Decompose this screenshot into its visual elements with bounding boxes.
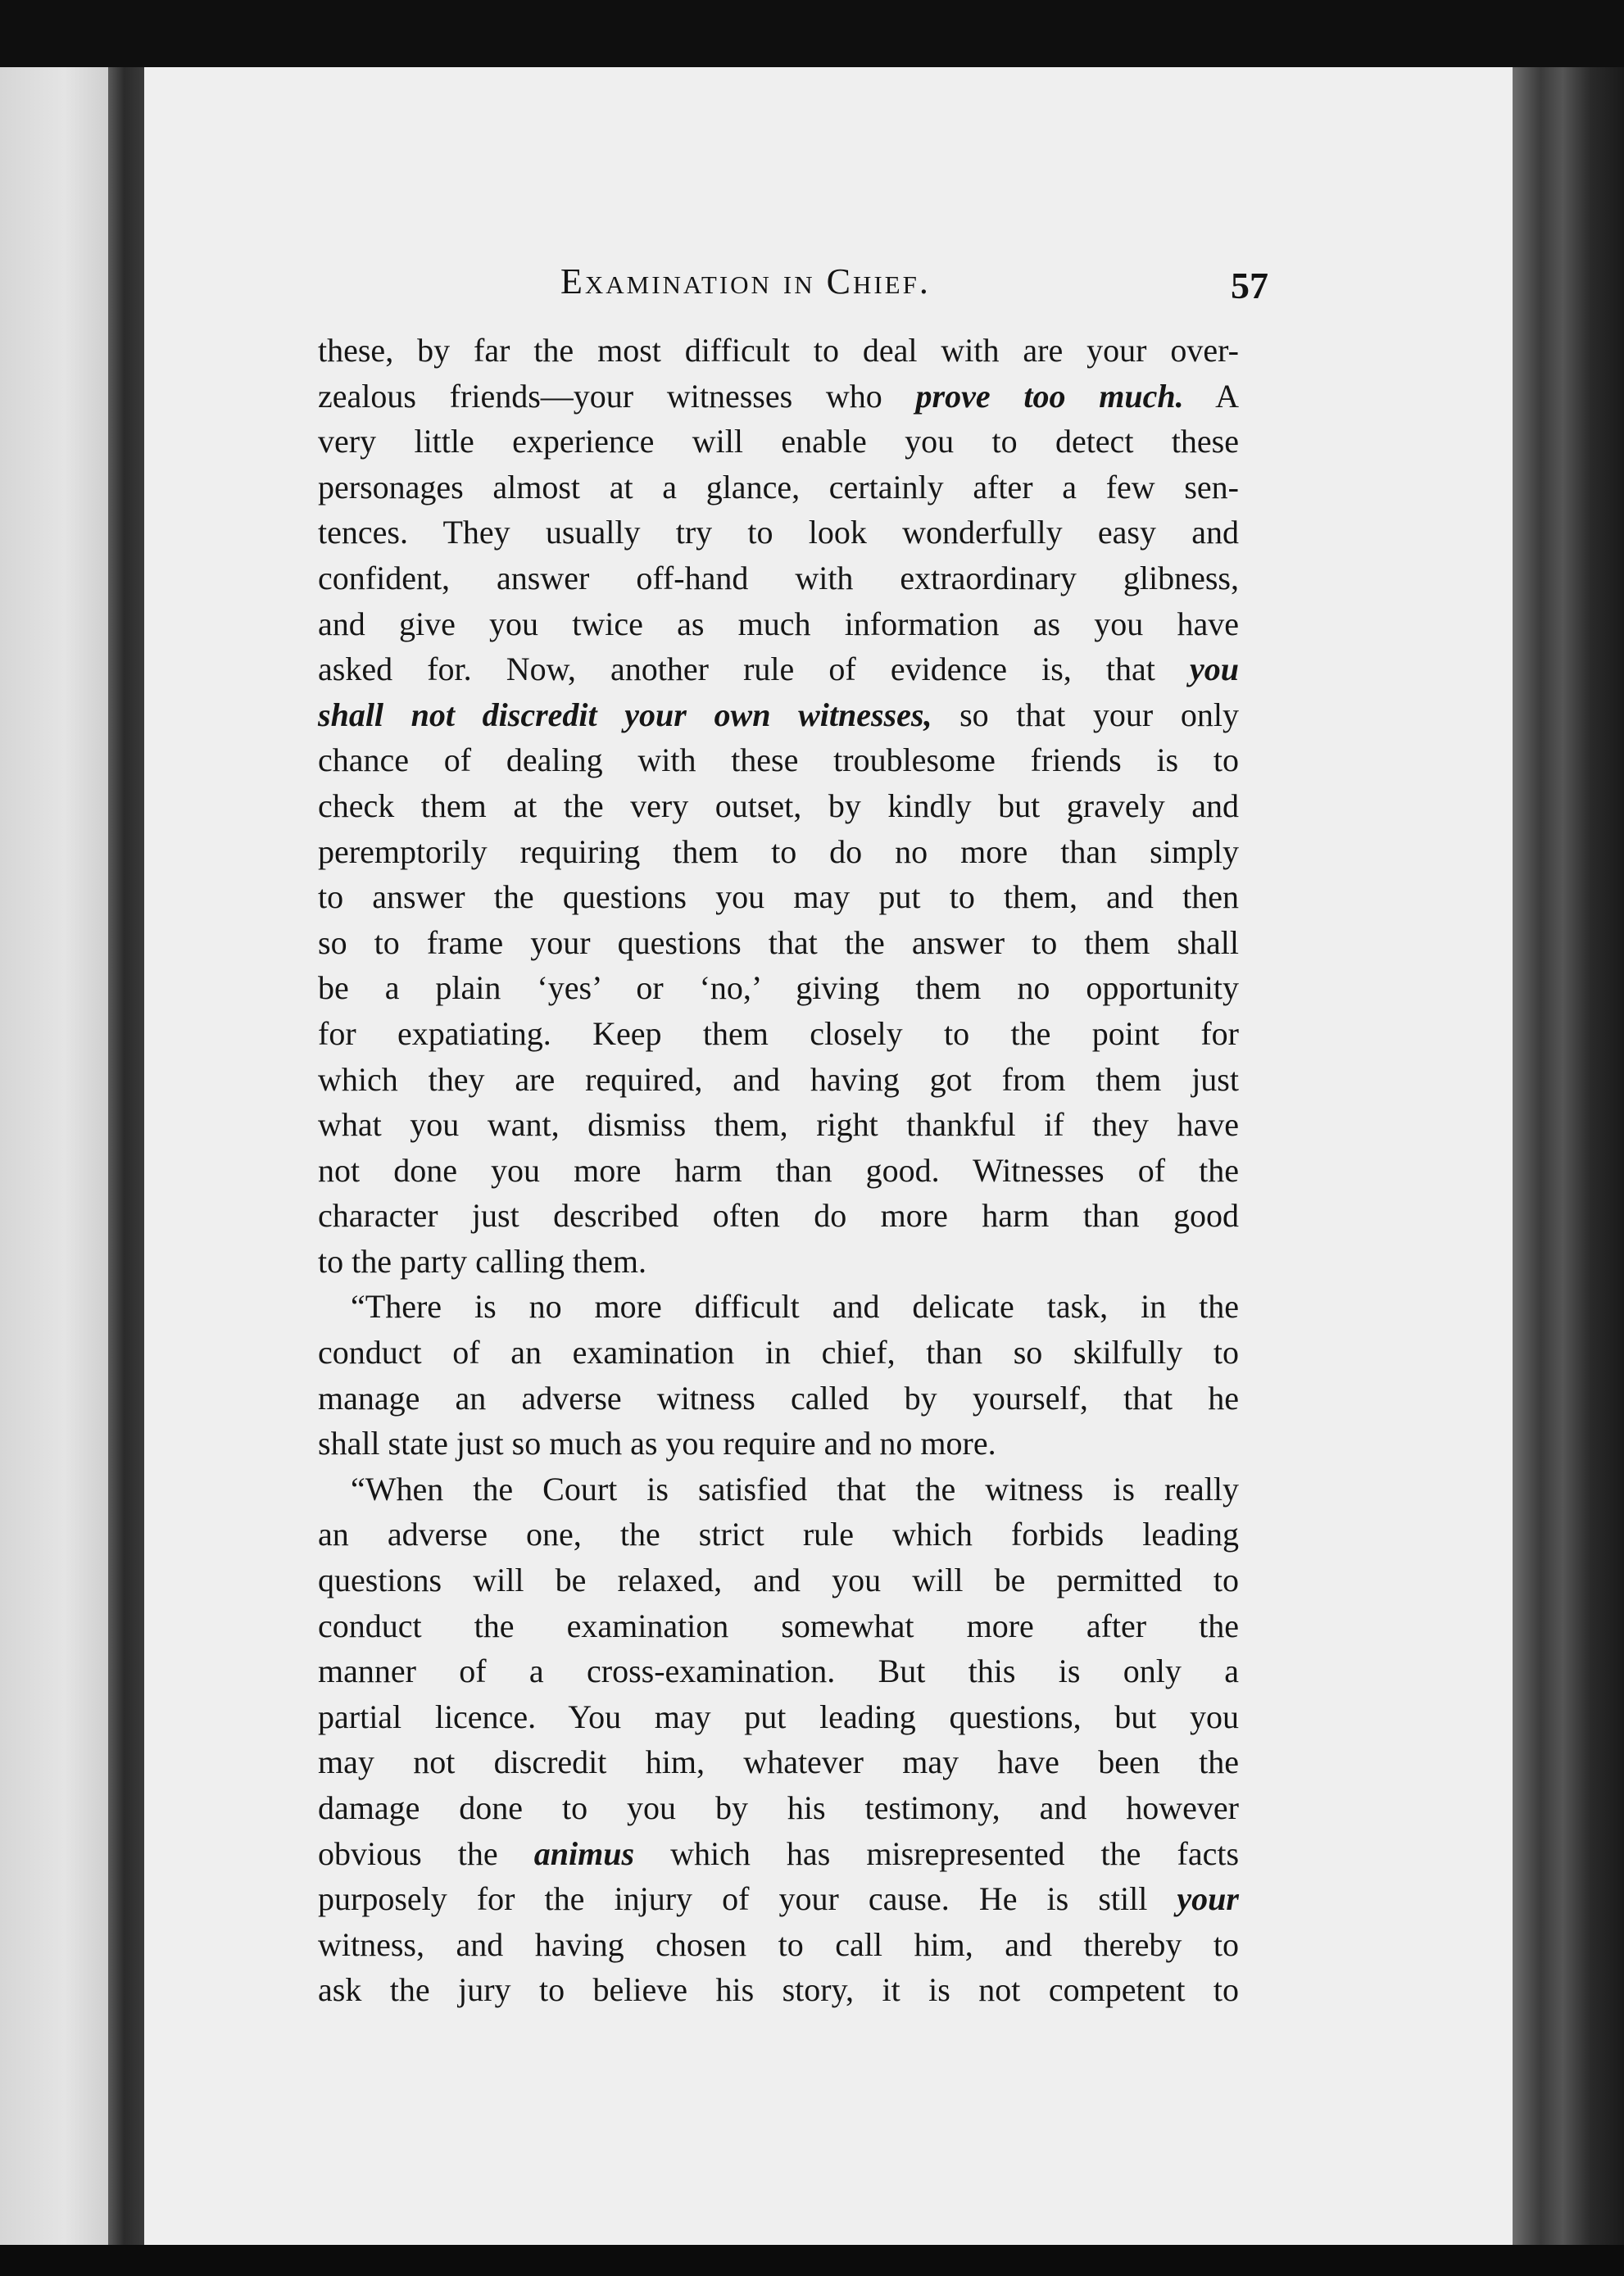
text-run: character just described often do more harm than good bbox=[318, 1197, 1239, 1235]
text-line bbox=[318, 1193, 1239, 1239]
text-line bbox=[318, 555, 1239, 601]
emphasis-run: animus bbox=[533, 1834, 635, 1872]
text-run: manner of a cross-examination. But this is only a bbox=[318, 1653, 1239, 1690]
text-run: what you want, dismiss them, right thankful if they have bbox=[318, 1106, 1239, 1144]
running-head-title: Examination in Chief. bbox=[560, 261, 931, 302]
text-line bbox=[318, 920, 1239, 966]
text-line bbox=[318, 1557, 1239, 1603]
text-line bbox=[318, 328, 1239, 374]
text-line bbox=[318, 1376, 1239, 1421]
text-run: manage an adverse witness called by yourself, that he bbox=[318, 1379, 1239, 1417]
text-run: an adverse one, the strict rule which forbids leading bbox=[318, 1516, 1239, 1553]
text-run: partial licence. You may put leading questions, but you bbox=[318, 1698, 1239, 1735]
text-line bbox=[318, 419, 1239, 465]
bottom-scan-border bbox=[0, 2245, 1624, 2276]
text-run: “There is no more difficult and delicate task, in the bbox=[351, 1288, 1239, 1326]
text-line bbox=[318, 1512, 1239, 1557]
text-run: confident, answer off-hand with extraordinary glibness, bbox=[318, 559, 1239, 596]
page-stack-edge bbox=[1513, 67, 1624, 2245]
emphasis-run: your bbox=[1177, 1880, 1239, 1918]
text-run: so to frame your questions that the answer to them shall bbox=[318, 923, 1239, 961]
text-line bbox=[318, 1148, 1239, 1194]
text-line bbox=[318, 1102, 1239, 1148]
text-run: not done you more harm than good. Witnesses of the bbox=[318, 1151, 1239, 1189]
text-run: tences. They usually try to look wonderfully easy and bbox=[318, 514, 1239, 551]
text-line bbox=[318, 692, 1239, 738]
text-run: for expatiating. Keep them closely to the point for bbox=[318, 1014, 1239, 1052]
text-run: which they are required, and having got from them just bbox=[318, 1060, 1239, 1098]
text-run: these, by far the most difficult to deal with are your over- bbox=[318, 332, 1239, 369]
text-line bbox=[318, 1831, 1239, 1877]
text-line bbox=[318, 1330, 1239, 1376]
text-line bbox=[318, 1467, 1239, 1512]
text-run: chance of dealing with these troublesome friends is to bbox=[318, 741, 1239, 779]
text-run: damage done to you by his testimony, and however bbox=[318, 1789, 1239, 1826]
text-line bbox=[318, 1876, 1239, 1922]
text-line bbox=[318, 965, 1239, 1011]
text-run: so that your only bbox=[932, 696, 1240, 733]
text-run: personages almost at a glance, certainly after a few sen- bbox=[318, 468, 1239, 506]
text-run: obvious the bbox=[318, 1834, 534, 1872]
text-line bbox=[318, 1603, 1239, 1649]
page-number: 57 bbox=[1231, 265, 1268, 306]
text-run: may not discredit him, whatever may have been the bbox=[318, 1743, 1239, 1781]
text-line bbox=[318, 1785, 1239, 1831]
text-run: zealous friends—your witnesses who bbox=[318, 377, 916, 415]
text-line bbox=[318, 1739, 1239, 1785]
body-text bbox=[318, 328, 1239, 2013]
text-run: purposely for the injury of your cause. He is still bbox=[318, 1880, 1177, 1918]
text-line bbox=[318, 646, 1239, 692]
emphasis-run: shall not discredit your own witnesses, bbox=[318, 696, 932, 733]
text-line bbox=[318, 737, 1239, 783]
text-run: conduct the examination somewhat more after the bbox=[318, 1607, 1239, 1644]
text-line bbox=[318, 829, 1239, 875]
text-run: to answer the questions you may put to them, and then bbox=[318, 878, 1239, 916]
book-gutter bbox=[108, 67, 144, 2245]
emphasis-run: prove too much. bbox=[915, 377, 1184, 415]
text-run: peremptorily requiring them to do no more than simply bbox=[318, 832, 1239, 870]
facing-page-edge bbox=[0, 67, 108, 2245]
text-run: shall state just so much as you require and no more. bbox=[318, 1425, 996, 1462]
text-line bbox=[318, 1011, 1239, 1057]
text-line bbox=[318, 510, 1239, 555]
text-run: ask the jury to believe his story, it is not competent to bbox=[318, 1971, 1239, 2009]
text-line bbox=[318, 601, 1239, 647]
text-run: and give you twice as much information as you have bbox=[318, 605, 1239, 642]
text-run: check them at the very outset, by kindly but gravely and bbox=[318, 787, 1239, 824]
text-line bbox=[318, 1057, 1239, 1103]
text-run: very little experience will enable you to detect these bbox=[318, 423, 1239, 460]
emphasis-run: you bbox=[1190, 651, 1239, 688]
text-run: which has misrepresented the facts bbox=[634, 1834, 1240, 1872]
text-run: to the party calling them. bbox=[318, 1242, 646, 1280]
text-line bbox=[318, 374, 1239, 419]
text-line bbox=[318, 1284, 1239, 1330]
top-scan-border bbox=[0, 0, 1624, 67]
text-line bbox=[318, 1694, 1239, 1740]
text-line bbox=[318, 783, 1239, 829]
text-line bbox=[318, 1648, 1239, 1694]
text-run: witness, and having chosen to call him, and thereby to bbox=[318, 1925, 1239, 1963]
text-line bbox=[318, 465, 1239, 510]
text-run: asked for. Now, another rule of evidence is, that bbox=[318, 651, 1190, 688]
text-line bbox=[318, 1239, 1239, 1285]
text-run: questions will be relaxed, and you will be permitted to bbox=[318, 1562, 1239, 1599]
text-run: A bbox=[1183, 377, 1240, 415]
text-line bbox=[318, 1967, 1239, 2013]
text-line bbox=[318, 874, 1239, 920]
text-line bbox=[318, 1922, 1239, 1968]
text-run: conduct of an examination in chief, than so skilfully to bbox=[318, 1334, 1239, 1371]
text-run: be a plain ‘yes’ or ‘no,’ giving them no opportunity bbox=[318, 969, 1239, 1007]
text-line bbox=[318, 1421, 1239, 1467]
text-run: “When the Court is satisfied that the witness is really bbox=[351, 1470, 1239, 1508]
